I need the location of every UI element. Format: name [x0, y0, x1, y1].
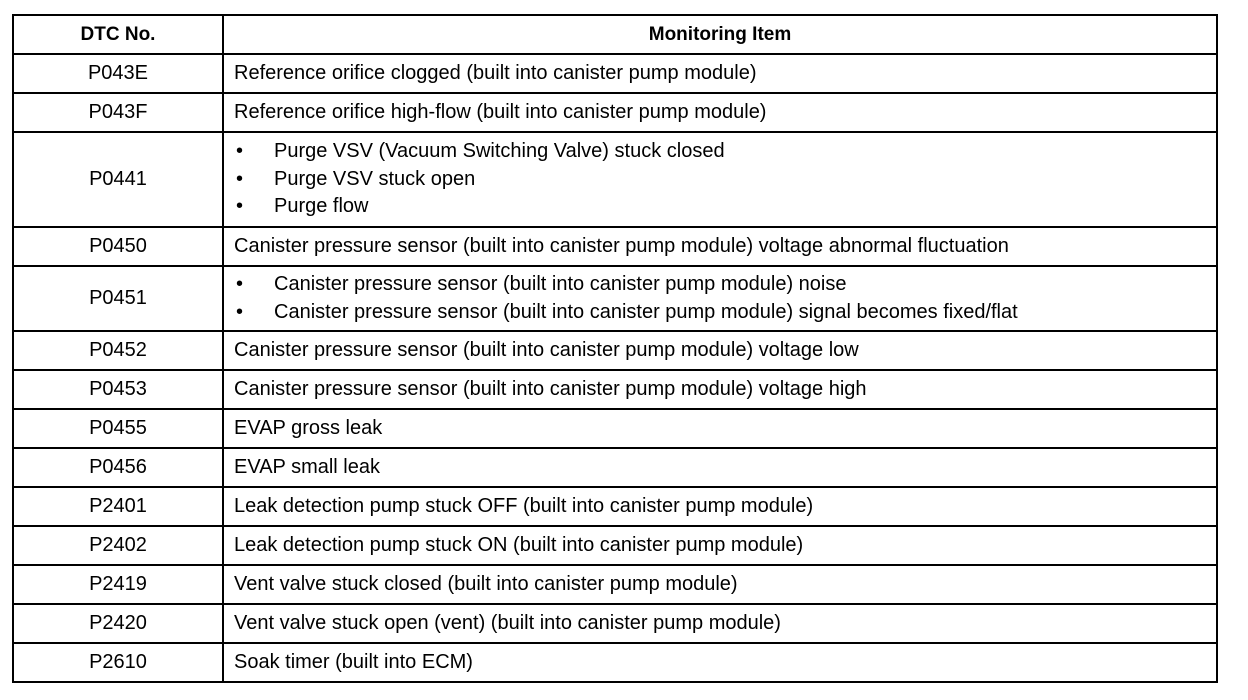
- dtc-code: P2402: [13, 526, 223, 565]
- table-row: [13, 526, 1217, 565]
- table-row: [13, 370, 1217, 409]
- bullet-item: • Canister pressure sensor (built into canister pump module) signal becomes fixed/flat: [234, 299, 1216, 327]
- table-row: [13, 643, 1217, 682]
- table-row: [13, 448, 1217, 487]
- bullet-item: • Purge VSV stuck open: [234, 166, 1216, 194]
- monitoring-item: Soak timer (built into ECM): [223, 643, 1217, 682]
- dtc-code: P0453: [13, 370, 223, 409]
- table-row: [13, 227, 1217, 266]
- header-monitoring-item: Monitoring Item: [223, 15, 1217, 54]
- table-row: [13, 565, 1217, 604]
- monitoring-item: [223, 266, 1217, 331]
- dtc-code: P0451: [13, 266, 223, 331]
- monitoring-item: Vent valve stuck open (vent) (built into canister pump module): [223, 604, 1217, 643]
- monitoring-item: Leak detection pump stuck ON (built into canister pump module): [223, 526, 1217, 565]
- monitoring-item: EVAP small leak: [223, 448, 1217, 487]
- dtc-code: P2610: [13, 643, 223, 682]
- dtc-code: P0455: [13, 409, 223, 448]
- bullet-item: • Purge flow: [234, 193, 1216, 221]
- monitoring-item: [223, 132, 1217, 227]
- monitoring-item: Canister pressure sensor (built into canister pump module) voltage low: [223, 331, 1217, 370]
- bullet-item: • Purge VSV (Vacuum Switching Valve) stuck closed: [234, 138, 1216, 166]
- table-row: [13, 487, 1217, 526]
- dtc-code: P0452: [13, 331, 223, 370]
- table-row: [13, 132, 1217, 227]
- dtc-code: P043E: [13, 54, 223, 93]
- monitoring-item: Leak detection pump stuck OFF (built into canister pump module): [223, 487, 1217, 526]
- monitoring-item: Canister pressure sensor (built into canister pump module) voltage high: [223, 370, 1217, 409]
- dtc-code: P2420: [13, 604, 223, 643]
- monitoring-item: EVAP gross leak: [223, 409, 1217, 448]
- bullet-list: [234, 271, 1216, 326]
- table-row: [13, 409, 1217, 448]
- table-row: [13, 604, 1217, 643]
- table-row: [13, 266, 1217, 331]
- bullet-list: [234, 138, 1216, 221]
- dtc-code: P0456: [13, 448, 223, 487]
- table-row: [13, 93, 1217, 132]
- bullet-item: • Canister pressure sensor (built into canister pump module) noise: [234, 271, 1216, 299]
- monitoring-item: Canister pressure sensor (built into canister pump module) voltage abnormal fluctuation: [223, 227, 1217, 266]
- monitoring-item: Reference orifice high-flow (built into canister pump module): [223, 93, 1217, 132]
- header-row: [13, 15, 1217, 54]
- dtc-code: P043F: [13, 93, 223, 132]
- monitoring-item: Vent valve stuck closed (built into canister pump module): [223, 565, 1217, 604]
- dtc-table: [12, 14, 1218, 683]
- dtc-code: P0441: [13, 132, 223, 227]
- dtc-code: P0450: [13, 227, 223, 266]
- header-dtc-no: DTC No.: [13, 15, 223, 54]
- table-row: [13, 54, 1217, 93]
- table-row: [13, 331, 1217, 370]
- dtc-code: P2419: [13, 565, 223, 604]
- dtc-code: P2401: [13, 487, 223, 526]
- monitoring-item: Reference orifice clogged (built into canister pump module): [223, 54, 1217, 93]
